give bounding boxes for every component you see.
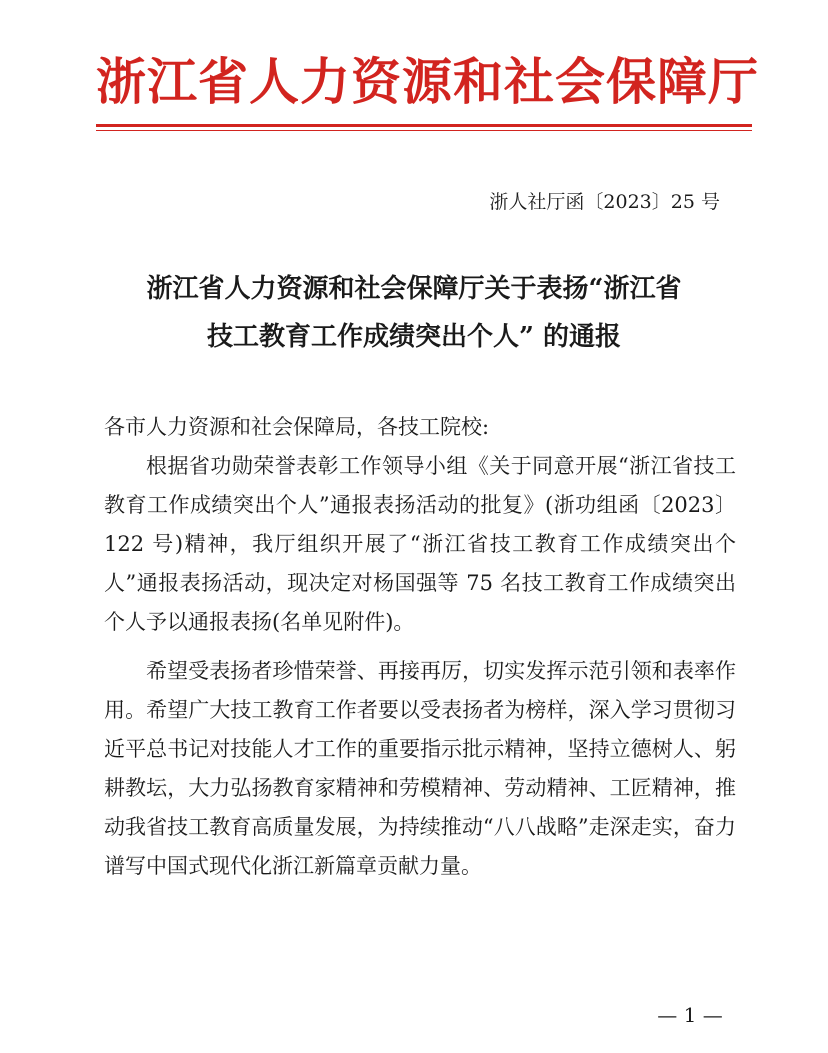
document-number: 浙人社厅函〔2023〕25 号 <box>489 191 720 213</box>
salutation: 各市人力资源和社会保障局，各技工院校: <box>104 415 490 439</box>
organization-header: 浙江省人力资源和社会保障厅 <box>96 52 759 111</box>
red-header-rule <box>96 124 752 127</box>
body-paragraph: 根据省功勋荣誉表彰工作领导小组《关于同意开展“浙江省技工教育工作成绩突出个人”通报表扬活动的批复》(浙功组函〔2023〕122 号)精神，我厅组织开展了“浙江省技工教育工作成绩突出个人”通报表扬活动，现决定对杨国强等 75 名技工教育工作成绩突出个人予以通报表扬(名单见附件)。 <box>104 454 736 634</box>
document-title <box>80 265 748 361</box>
document-title-line: 技工教育工作成绩突出个人” 的通报 <box>206 322 621 352</box>
body-paragraph: 希望受表扬者珍惜荣誉、再接再厉，切实发挥示范引领和表率作用。希望广大技工教育工作者要以受表扬者为榜样，深入学习贯彻习近平总书记对技能人才工作的重要指示批示精神，坚持立德树人、躬耕教坛，大力弘扬教育家精神和劳模精神、劳动精神、工匠精神，推动我省技工教育高质量发展，为持续推动“八八战略”走深走实，奋力谱写中国式现代化浙江新篇章贡献力量。 <box>104 659 736 878</box>
page-number: — 1 — <box>657 1003 723 1027</box>
document-title-line: 浙江省人力资源和社会保障厅关于表扬“浙江省 <box>146 274 682 304</box>
red-header-rule-thin <box>96 130 752 131</box>
document-body <box>96 408 736 886</box>
